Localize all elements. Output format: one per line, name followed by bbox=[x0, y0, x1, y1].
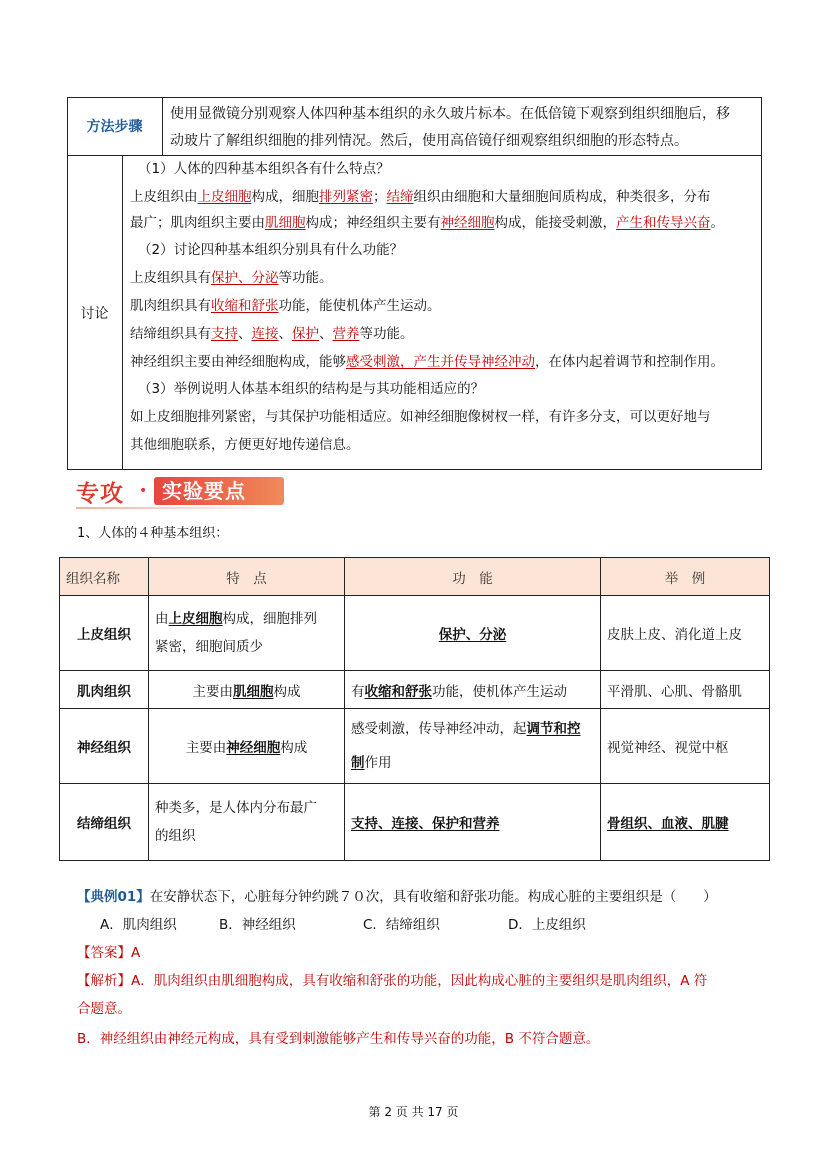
option-d: D．上皮组织 bbox=[508, 917, 586, 933]
analysis-line-1: 【解析】A．肌肉组织由肌细胞构成，具有收缩和舒张的功能，因此构成心脏的主要组织是肌肉组织，A 符 bbox=[77, 973, 708, 989]
question-1: （1）人体的四种基本组织各有什么特点？ bbox=[138, 161, 390, 177]
table-row bbox=[60, 671, 770, 709]
section-banner bbox=[72, 473, 282, 509]
tissue-function: 有收缩和舒张功能，使机体产生运动 bbox=[345, 671, 601, 709]
banner-left-text: 专攻 bbox=[76, 481, 124, 507]
answer-line bbox=[77, 941, 140, 961]
answer-value: A bbox=[131, 945, 141, 961]
example-question bbox=[77, 885, 717, 905]
column-divider bbox=[162, 97, 163, 155]
header-cell: 举 例 bbox=[601, 558, 770, 596]
answer-2-line-4: 神经组织主要由神经细胞构成，能够感受刺激，产生并传导神经冲动，在体内起着调节和控制作用。 bbox=[130, 354, 724, 370]
table-row bbox=[60, 596, 770, 671]
tissue-name: 神经组织 bbox=[60, 709, 149, 784]
banner-title: 实验要点 bbox=[162, 479, 246, 503]
table-header-row bbox=[60, 558, 770, 596]
option-b: B．神经组织 bbox=[219, 917, 296, 933]
example-tag: 【典例01】 bbox=[77, 889, 150, 905]
column-divider bbox=[122, 155, 123, 470]
answer-tag: 【答案】 bbox=[77, 945, 131, 961]
answer-3-line-1: 如上皮细胞排列紧密，与其保护功能相适应。如神经细胞像树杈一样，有许多分支，可以更好地与 bbox=[130, 409, 711, 425]
tissue-function: 支持、连接、保护和营养 bbox=[345, 784, 601, 861]
tissue-example: 骨组织、血液、肌腱 bbox=[601, 784, 770, 861]
experiment-table bbox=[67, 97, 762, 470]
question-3: （3）举例说明人体基本组织的结构是与其功能相适应的？ bbox=[138, 381, 485, 397]
section-heading: 1、人体的４种基本组织： bbox=[77, 526, 229, 541]
tissue-example: 视觉神经、视觉中枢 bbox=[601, 709, 770, 784]
option-c: C．结缔组织 bbox=[363, 917, 440, 933]
example-stem: 在安静状态下，心脏每分钟约跳７０次，具有收缩和舒张功能。构成心脏的主要组织是（ ） bbox=[149, 889, 717, 905]
method-text bbox=[170, 101, 758, 155]
table-row bbox=[60, 709, 770, 784]
tissue-feature: 种类多，是人体内分布最广 的组织 bbox=[149, 784, 345, 861]
banner-dot-icon: • bbox=[139, 483, 148, 499]
analysis-line-3: B．神经组织由神经元构成，具有受到刺激能够产生和传导兴奋的功能，B 不符合题意。 bbox=[77, 1031, 600, 1047]
tissue-feature: 主要由肌细胞构成 bbox=[149, 671, 345, 709]
answer-2-line-1: 上皮组织具有保护、分泌等功能。 bbox=[130, 270, 333, 286]
header-cell: 特 点 bbox=[149, 558, 345, 596]
method-line: 使用显微镜分别观察人体四种基本组织的永久玻片标本。在低倍镜下观察到组织细胞后，移 bbox=[170, 106, 730, 122]
table-row bbox=[60, 784, 770, 861]
method-label: 方法步骤 bbox=[86, 119, 143, 135]
tissue-function: 保护、分泌 bbox=[345, 596, 601, 671]
header-cell: 组织名称 bbox=[60, 558, 149, 596]
banner-underline bbox=[76, 507, 286, 509]
analysis-line-2: 合题意。 bbox=[77, 1001, 131, 1017]
tissue-table bbox=[59, 557, 770, 861]
header-cell: 功 能 bbox=[345, 558, 601, 596]
answer-3-line-2: 其他细胞联系，方便更好地传递信息。 bbox=[130, 437, 360, 453]
tissue-name: 肌肉组织 bbox=[60, 671, 149, 709]
answer-1-line-1: 上皮组织由上皮细胞构成，细胞排列紧密；结缔组织由细胞和大量细胞间质构成，种类很多，分布 bbox=[130, 189, 711, 205]
tissue-name: 结缔组织 bbox=[60, 784, 149, 861]
option-a: A．肌肉组织 bbox=[100, 917, 177, 933]
method-line: 动玻片了解组织细胞的排列情况。然后，使用高倍镜仔细观察组织细胞的形态特点。 bbox=[170, 133, 688, 149]
tissue-example: 平滑肌、心肌、骨骼肌 bbox=[601, 671, 770, 709]
answer-1-line-2: 最广；肌肉组织主要由肌细胞构成；神经组织主要有神经细胞构成，能接受刺激，产生和传导兴奋。 bbox=[130, 215, 724, 231]
tissue-feature: 主要由神经细胞构成 bbox=[149, 709, 345, 784]
tissue-name: 上皮组织 bbox=[60, 596, 149, 671]
answer-2-line-2: 肌肉组织具有收缩和舒张功能，能使机体产生运动。 bbox=[130, 298, 441, 314]
page-footer: 第 2 页 共 17 页 bbox=[368, 1105, 459, 1119]
row-divider bbox=[67, 155, 762, 156]
answer-2-line-3: 结缔组织具有支持、连接、保护、营养等功能。 bbox=[130, 326, 414, 342]
tissue-function: 感受刺激，传导神经冲动，起调节和控 制作用 bbox=[345, 709, 601, 784]
analysis-tag: 【解析】 bbox=[77, 973, 131, 989]
banner-title-box bbox=[154, 477, 284, 505]
tissue-feature: 由上皮细胞构成，细胞排列 紧密，细胞间质少 bbox=[149, 596, 345, 671]
discussion-label: 讨论 bbox=[80, 305, 109, 322]
question-2: （2）讨论四种基本组织分别具有什么功能？ bbox=[138, 242, 404, 258]
tissue-example: 皮肤上皮、消化道上皮 bbox=[601, 596, 770, 671]
